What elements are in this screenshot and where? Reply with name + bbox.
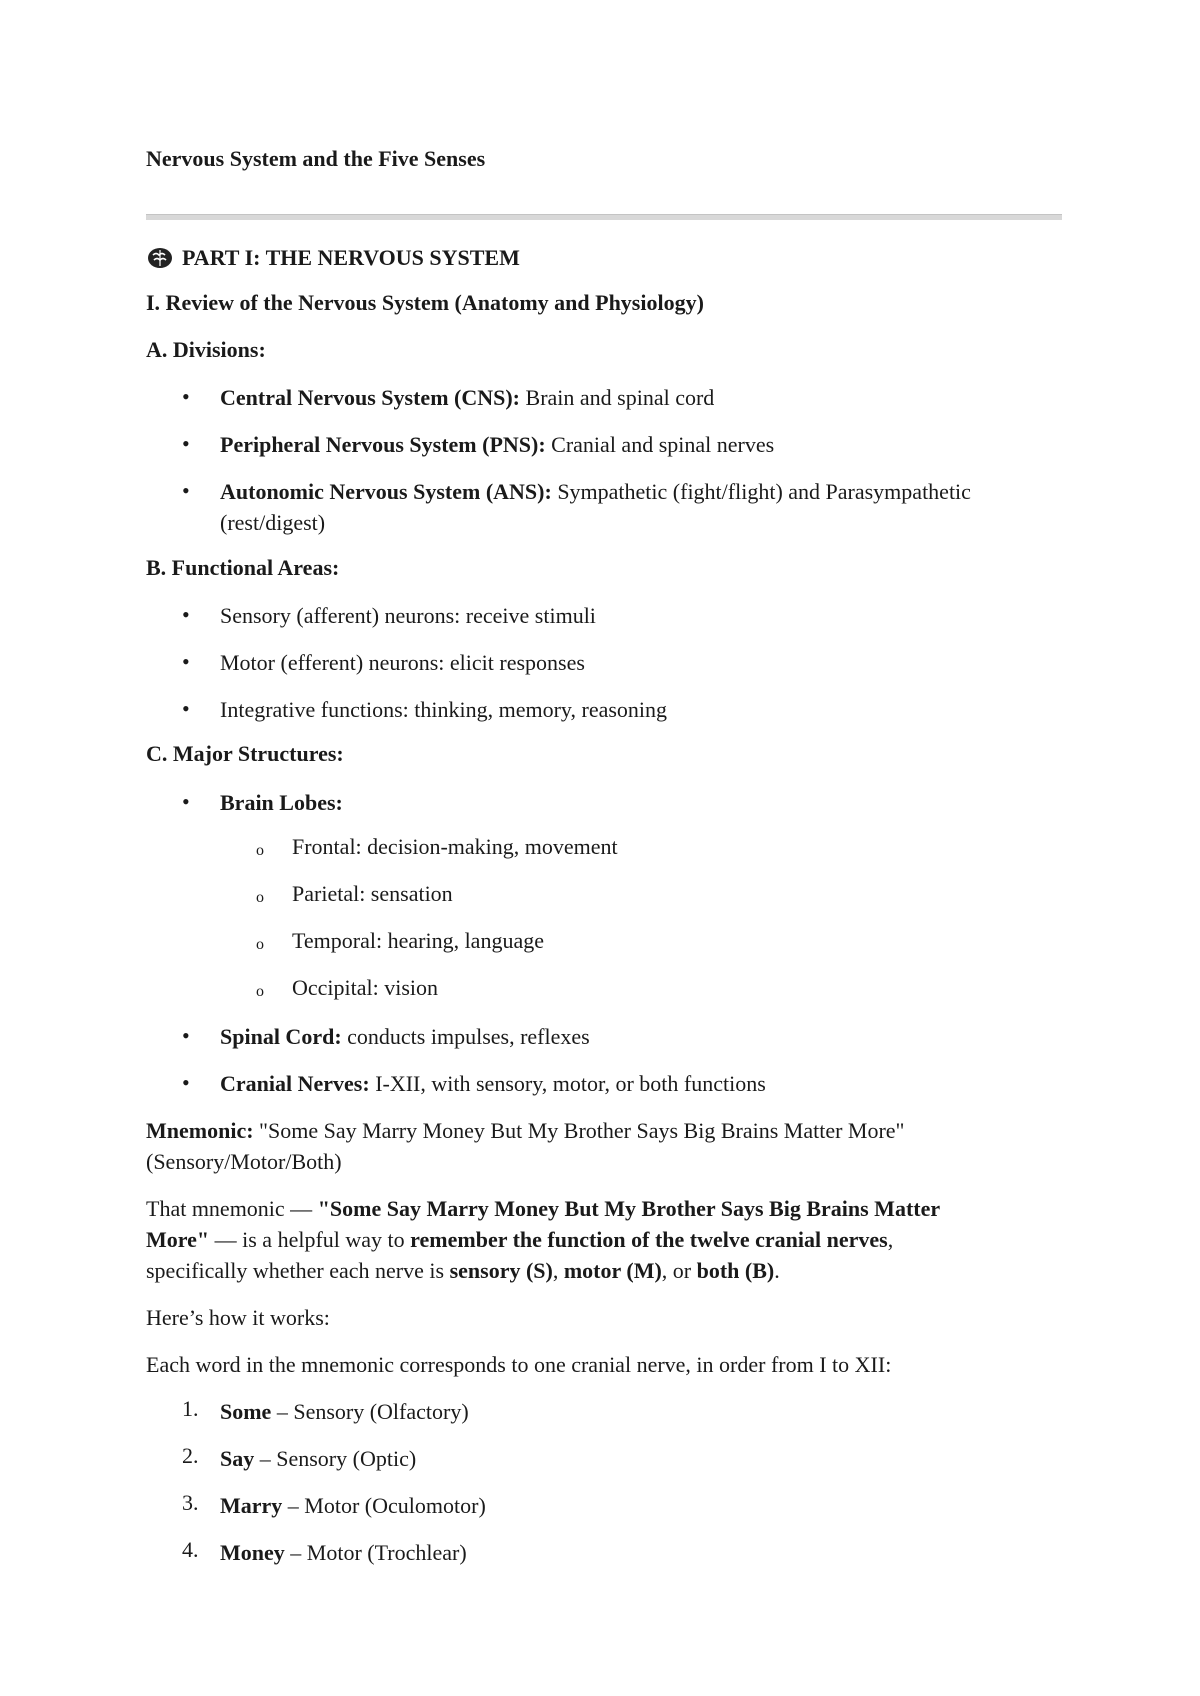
- bullet: •: [182, 384, 190, 409]
- bullet: •: [182, 789, 190, 814]
- sub-bullet: o: [256, 983, 264, 1000]
- how-it-works-text: Here’s how it works:: [146, 1305, 330, 1330]
- list-item: Spinal Cord: conducts impulses, reflexes: [220, 1024, 590, 1049]
- list-item: Central Nervous System (CNS): Brain and spinal cord: [220, 385, 715, 410]
- list-number: 2.: [182, 1443, 199, 1468]
- bullet: •: [182, 478, 190, 503]
- list-item: Brain Lobes:: [220, 790, 343, 815]
- bullet: •: [182, 431, 190, 456]
- bullet: •: [182, 696, 190, 721]
- part-heading: [146, 244, 520, 272]
- brain-icon: [146, 244, 174, 272]
- list-number: 4.: [182, 1537, 199, 1562]
- sub-bullet: o: [256, 936, 264, 953]
- list-item: Motor (efferent) neurons: elicit responses: [220, 650, 585, 675]
- list-item: Autonomic Nervous System (ANS): Sympathetic (fight/flight) and Parasympathetic: [220, 479, 971, 504]
- list-item: Integrative functions: thinking, memory, reasoning: [220, 697, 668, 722]
- mnemonic-paragraph-continuation: (Sensory/Motor/Both): [146, 1149, 342, 1174]
- sub-list-item: Parietal: sensation: [292, 881, 453, 906]
- sub-bullet: o: [256, 842, 264, 859]
- bullet: •: [182, 1023, 190, 1048]
- bullet: •: [182, 602, 190, 627]
- numbered-list-item: Marry – Motor (Oculomotor): [220, 1493, 486, 1518]
- sub-bullet: o: [256, 889, 264, 906]
- explanation-line-3: specifically whether each nerve is sensory (S), motor (M), or both (B).: [146, 1258, 780, 1283]
- functional-heading: B. Functional Areas:: [146, 555, 340, 580]
- explanation-line-1: That mnemonic — "Some Say Marry Money But My Brother Says Big Brains Matter: [146, 1196, 941, 1221]
- bullet: •: [182, 649, 190, 674]
- list-item: Peripheral Nervous System (PNS): Cranial and spinal nerves: [220, 432, 775, 457]
- sub-list-item: Frontal: decision-making, movement: [292, 834, 618, 859]
- list-number: 1.: [182, 1396, 199, 1421]
- each-word-text: Each word in the mnemonic corresponds to one cranial nerve, in order from I to XII:: [146, 1352, 892, 1377]
- numbered-list-item: Some – Sensory (Olfactory): [220, 1399, 469, 1424]
- divisions-heading: A. Divisions:: [146, 337, 266, 362]
- horizontal-rule: [146, 214, 1062, 220]
- structures-heading: C. Major Structures:: [146, 741, 344, 766]
- bullet: •: [182, 1070, 190, 1095]
- list-item: Cranial Nerves: I-XII, with sensory, motor, or both functions: [220, 1071, 766, 1096]
- numbered-list-item: Money – Motor (Trochlear): [220, 1540, 467, 1565]
- list-number: 3.: [182, 1490, 199, 1515]
- list-item: Sensory (afferent) neurons: receive stimuli: [220, 603, 596, 628]
- explanation-line-2: More" — is a helpful way to remember the function of the twelve cranial nerves,: [146, 1227, 894, 1252]
- section-review-heading: I. Review of the Nervous System (Anatomy and Physiology): [146, 290, 704, 315]
- document-title: Nervous System and the Five Senses: [146, 146, 486, 171]
- mnemonic-paragraph: Mnemonic: "Some Say Marry Money But My Brother Says Big Brains Matter More": [146, 1118, 905, 1143]
- numbered-list-item: Say – Sensory (Optic): [220, 1446, 417, 1471]
- sub-list-item: Occipital: vision: [292, 975, 439, 1000]
- sub-list-item: Temporal: hearing, language: [292, 928, 544, 953]
- list-item-continuation: (rest/digest): [220, 510, 326, 535]
- part-heading-text: PART I: THE NERVOUS SYSTEM: [182, 245, 520, 270]
